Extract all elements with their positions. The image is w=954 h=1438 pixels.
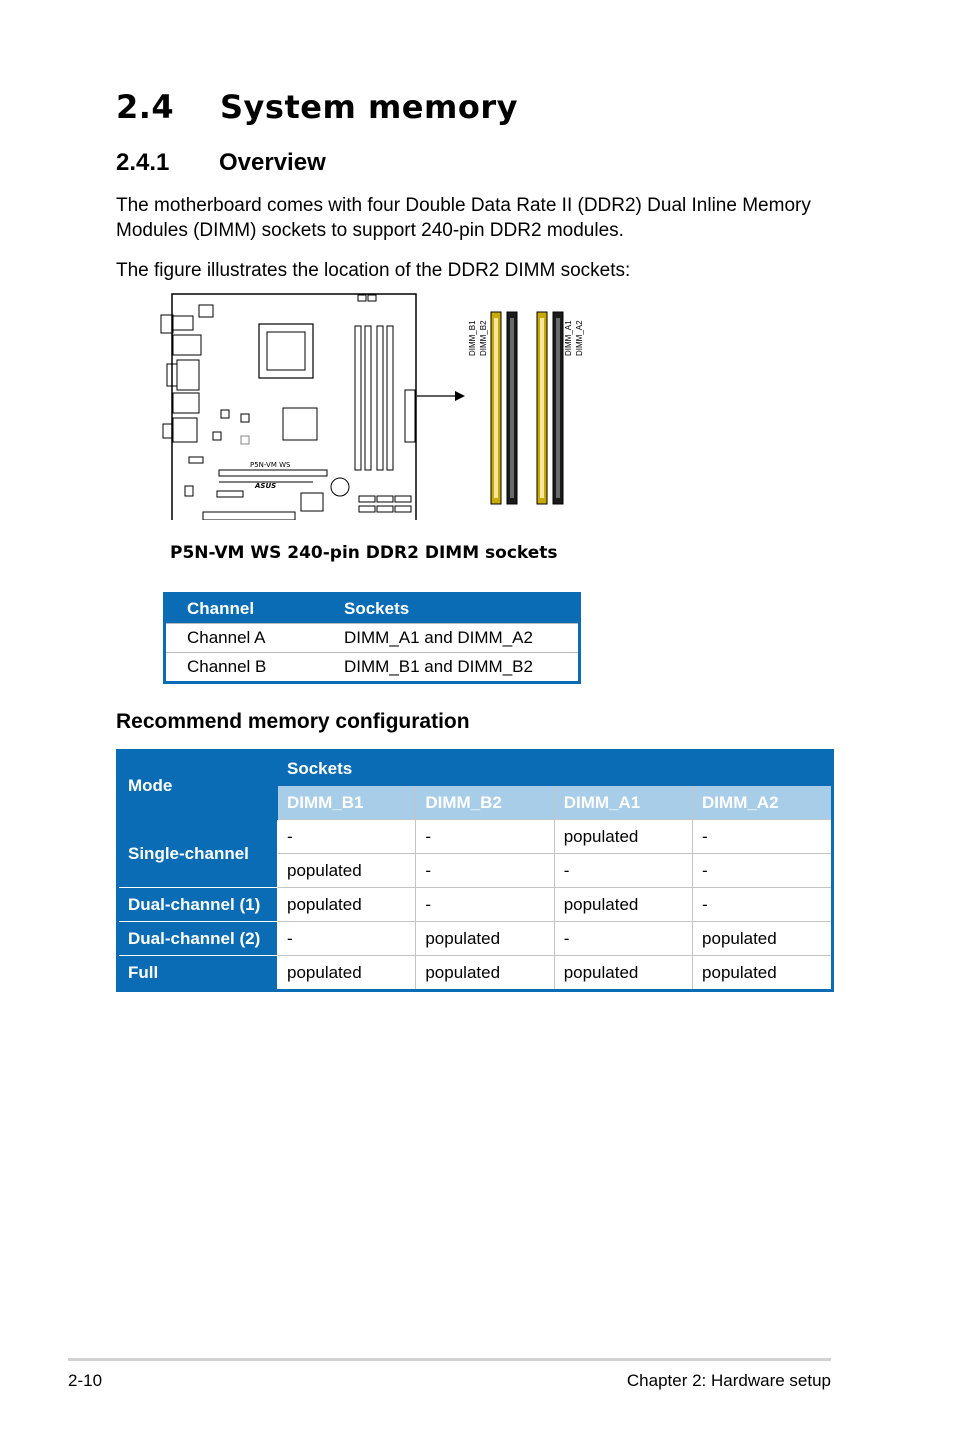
table-cell: - (693, 888, 833, 922)
mode-cell: Dual-channel (2) (118, 922, 278, 956)
table-cell: - (278, 820, 416, 854)
slot-label-a2: DIMM_A2 (575, 320, 584, 356)
mode-cell: Full (118, 956, 278, 991)
io-port (173, 393, 199, 413)
table-cell: populated (554, 956, 692, 991)
intro-paragraph: The motherboard comes with four Double Data Rate II (DDR2) Dual Inline Memory Modules (DIMM) sockets to support 240-pin DDR2 modules. (116, 195, 811, 241)
sata-connector (395, 496, 411, 502)
channel-table-header (165, 594, 580, 624)
channel-table (163, 592, 581, 684)
table-cell: - (693, 854, 833, 888)
sata-connector (377, 506, 393, 512)
component (301, 493, 323, 511)
dimm-slot-a1 (537, 312, 547, 504)
config-heading: Recommend memory configuration (116, 710, 470, 733)
table-cell: populated (693, 956, 833, 991)
io-port (173, 316, 193, 330)
table-row (118, 922, 833, 956)
board-dimm-slot (387, 326, 393, 470)
motherboard-figure (155, 290, 605, 520)
sata-connector (377, 496, 393, 502)
column-header: DIMM_B2 (416, 786, 554, 820)
column-header: DIMM_A2 (693, 786, 833, 820)
board-dimm-slot (365, 326, 371, 470)
power-connector (199, 305, 213, 317)
table-row (118, 956, 833, 991)
table-cell: populated (554, 888, 692, 922)
slot-label-b2: DIMM_B2 (479, 320, 488, 356)
table-cell: - (693, 820, 833, 854)
mode-cell: Single-channel (118, 820, 278, 888)
component (189, 457, 203, 463)
component (185, 486, 193, 496)
slot (217, 491, 243, 497)
io-port (173, 418, 197, 442)
section-title-text: System memory (220, 88, 518, 126)
table-cell: - (416, 820, 554, 854)
table-cell: populated (278, 956, 416, 991)
mode-header: Mode (118, 751, 278, 820)
atx-power-connector (405, 390, 415, 442)
table-row (118, 888, 833, 922)
table-cell: populated (554, 820, 692, 854)
battery (331, 478, 349, 496)
pcie-slot (219, 470, 327, 476)
figure-intro-paragraph: The figure illustrates the location of the DDR2 DIMM sockets: (116, 260, 631, 281)
table-row (165, 624, 580, 653)
io-port (177, 360, 199, 390)
subsection-number: 2.4.1 (116, 149, 170, 176)
column-header: DIMM_B1 (278, 786, 416, 820)
dimm-slot-a2 (553, 312, 563, 504)
table-cell: populated (278, 854, 416, 888)
table-cell: - (278, 922, 416, 956)
table-cell: populated (693, 922, 833, 956)
sata-connector (359, 496, 375, 502)
io-port (161, 315, 173, 333)
sata-connector (359, 506, 375, 512)
table-cell: Channel A (165, 624, 324, 653)
header-cell: Channel (165, 594, 324, 624)
pointer-arrowhead (455, 391, 465, 401)
table-cell: populated (278, 888, 416, 922)
chipset (283, 408, 317, 440)
dimm-slot-b1 (491, 312, 501, 504)
component (241, 414, 249, 422)
io-port (173, 335, 201, 355)
section-number: 2.4 (116, 88, 175, 126)
config-table (116, 749, 834, 992)
table-cell: DIMM_B1 and DIMM_B2 (323, 653, 580, 683)
table-row (118, 820, 833, 854)
component (221, 410, 229, 418)
connector (368, 295, 376, 301)
dimm-slot-b2 (507, 312, 517, 504)
config-header-row (118, 751, 833, 786)
sockets-header: Sockets (278, 751, 833, 786)
table-cell: populated (416, 956, 554, 991)
table-cell: - (554, 922, 692, 956)
component (213, 432, 221, 440)
footer-divider (68, 1358, 831, 1361)
table-cell: Channel B (165, 653, 324, 683)
page-number: 2-10 (68, 1371, 103, 1390)
chapter-label: Chapter 2: Hardware setup (626, 1371, 831, 1390)
slot-label-b1: DIMM_B1 (468, 320, 477, 356)
table-cell: populated (416, 922, 554, 956)
connector (358, 295, 366, 301)
board-dimm-slot (355, 326, 361, 470)
subsection-title (116, 149, 326, 177)
table-row (165, 653, 580, 683)
header-cell: Sockets (323, 594, 580, 624)
pci-slot (203, 512, 295, 520)
table-cell: - (416, 888, 554, 922)
section-title (116, 88, 518, 126)
cpu-socket-inner (267, 332, 305, 370)
board-dimm-slot (377, 326, 383, 470)
sata-connector (395, 506, 411, 512)
mode-cell: Dual-channel (1) (118, 888, 278, 922)
slot-label-a1: DIMM_A1 (564, 320, 573, 356)
board-outline (172, 294, 416, 520)
table-cell: - (416, 854, 554, 888)
table-cell: - (554, 854, 692, 888)
brand-label: ASUS (255, 482, 277, 490)
subsection-title-text: Overview (219, 149, 326, 176)
figure-caption: P5N-VM WS 240-pin DDR2 DIMM sockets (170, 543, 558, 563)
board-label: P5N-VM WS (250, 461, 291, 469)
column-header: DIMM_A1 (554, 786, 692, 820)
table-cell: DIMM_A1 and DIMM_A2 (323, 624, 580, 653)
component (241, 436, 249, 444)
